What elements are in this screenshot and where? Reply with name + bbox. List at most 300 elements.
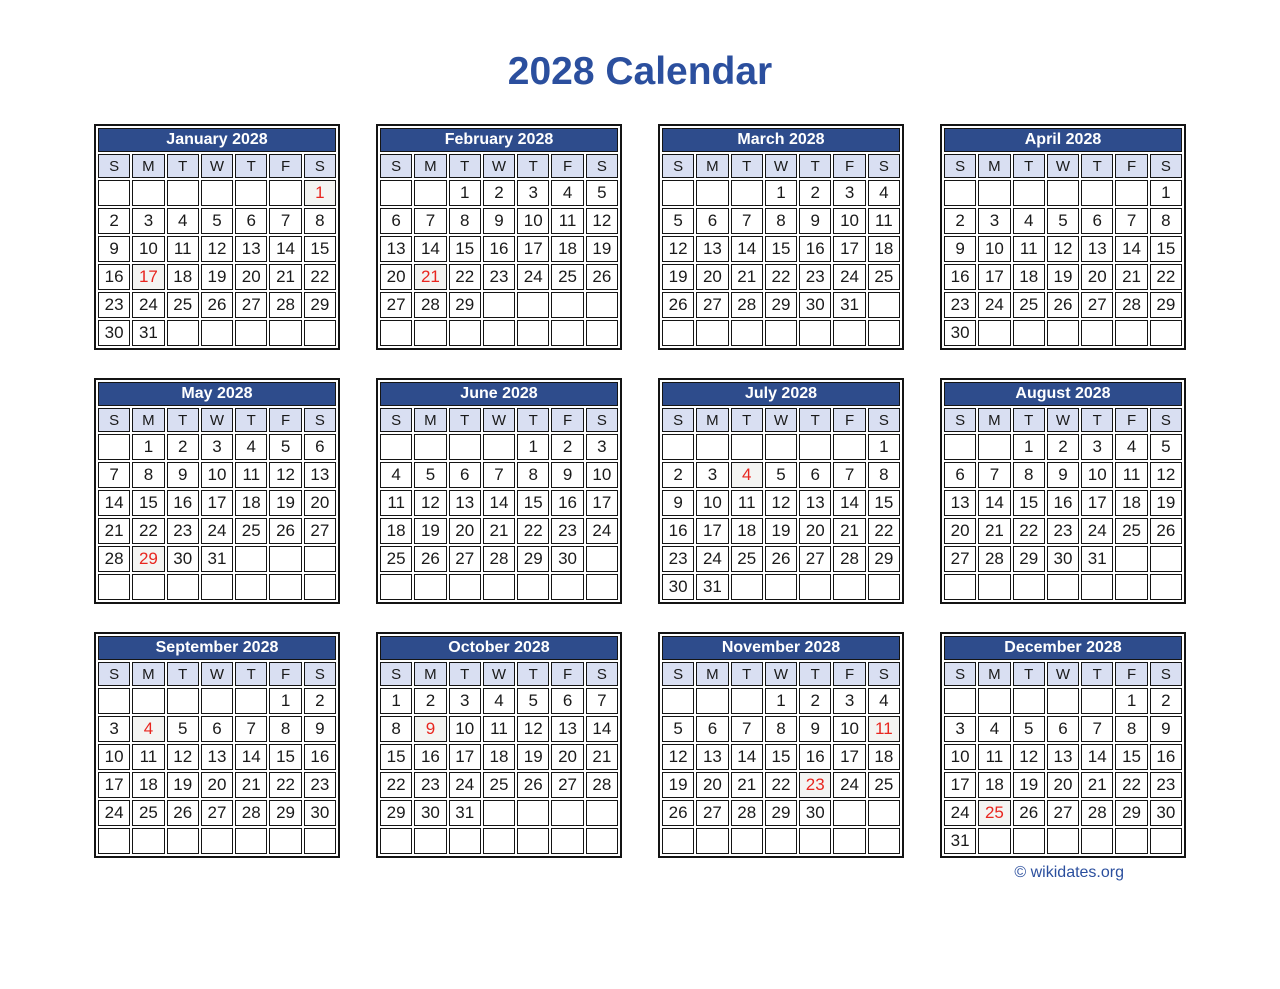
day-header-cell: M: [132, 408, 164, 432]
day-header-cell: S: [944, 408, 976, 432]
date-cell: 25: [380, 546, 412, 572]
date-cell: 10: [586, 462, 618, 488]
empty-cell: [978, 688, 1010, 714]
empty-cell: [1150, 574, 1182, 600]
date-cell: 2: [98, 208, 130, 234]
date-cell: 6: [1081, 208, 1113, 234]
empty-cell: [586, 828, 618, 854]
date-cell: 12: [765, 490, 797, 516]
empty-cell: [98, 434, 130, 460]
week-row: [98, 800, 336, 826]
date-cell: 14: [98, 490, 130, 516]
date-cell: 29: [1150, 292, 1182, 318]
day-header-cell: W: [483, 408, 515, 432]
empty-cell: [662, 320, 694, 346]
week-row: [662, 772, 900, 798]
date-cell: 11: [978, 744, 1010, 770]
day-header-cell: M: [696, 154, 728, 178]
empty-cell: [1013, 320, 1045, 346]
date-cell: 28: [235, 800, 267, 826]
date-cell: 18: [978, 772, 1010, 798]
date-cell: 14: [1115, 236, 1147, 262]
date-cell: 3: [517, 180, 549, 206]
empty-cell: [1013, 688, 1045, 714]
day-header-cell: M: [696, 408, 728, 432]
week-row: [944, 518, 1182, 544]
date-cell: 21: [1081, 772, 1113, 798]
empty-cell: [978, 574, 1010, 600]
day-header-cell: T: [449, 154, 481, 178]
date-cell: 6: [799, 462, 831, 488]
day-header-cell: S: [1150, 408, 1182, 432]
empty-cell: [799, 320, 831, 346]
week-row: [662, 292, 900, 318]
empty-cell: [483, 320, 515, 346]
date-cell: 1: [269, 688, 301, 714]
month-table: [376, 632, 622, 858]
empty-cell: [167, 320, 199, 346]
date-cell: 13: [944, 490, 976, 516]
month-title: February 2028: [380, 128, 618, 152]
month-august-2028: [940, 378, 1186, 604]
day-header-cell: F: [833, 662, 865, 686]
date-cell: 25: [132, 800, 164, 826]
date-cell: 11: [551, 208, 583, 234]
week-row: [98, 518, 336, 544]
date-cell: 9: [483, 208, 515, 234]
date-cell: 22: [765, 264, 797, 290]
date-cell: 7: [414, 208, 446, 234]
date-cell: 6: [1047, 716, 1079, 742]
week-row: [662, 490, 900, 516]
date-cell: 8: [269, 716, 301, 742]
date-cell: 27: [551, 772, 583, 798]
date-cell: 22: [1150, 264, 1182, 290]
day-header-cell: F: [833, 408, 865, 432]
empty-cell: [799, 434, 831, 460]
date-cell: 30: [1047, 546, 1079, 572]
date-cell: 7: [731, 716, 763, 742]
empty-cell: [167, 180, 199, 206]
date-cell: 30: [662, 574, 694, 600]
date-cell: 11: [731, 490, 763, 516]
date-cell: 12: [269, 462, 301, 488]
date-cell: 26: [586, 264, 618, 290]
empty-cell: [132, 180, 164, 206]
date-cell: 4: [235, 434, 267, 460]
day-header-cell: F: [1115, 662, 1147, 686]
date-cell: 16: [414, 744, 446, 770]
date-cell: 30: [304, 800, 336, 826]
day-header-cell: T: [449, 662, 481, 686]
week-row: [944, 744, 1182, 770]
date-cell: 14: [731, 236, 763, 262]
date-cell: 8: [765, 208, 797, 234]
date-cell: 28: [1115, 292, 1147, 318]
empty-cell: [201, 688, 233, 714]
week-row: [944, 546, 1182, 572]
date-cell: 3: [696, 462, 728, 488]
day-header-cell: S: [662, 662, 694, 686]
empty-cell: [483, 292, 515, 318]
week-row: [944, 716, 1182, 742]
empty-cell: [731, 574, 763, 600]
date-cell: 22: [449, 264, 481, 290]
date-cell: 2: [167, 434, 199, 460]
week-row: [98, 546, 336, 572]
date-cell: 26: [167, 800, 199, 826]
date-cell: 29: [449, 292, 481, 318]
date-cell: 8: [868, 462, 900, 488]
day-header-cell: S: [304, 662, 336, 686]
empty-cell: [517, 320, 549, 346]
empty-cell: [1013, 180, 1045, 206]
day-header-cell: F: [269, 408, 301, 432]
date-cell: 13: [799, 490, 831, 516]
date-cell: 10: [833, 716, 865, 742]
date-cell: 13: [1081, 236, 1113, 262]
date-cell: 4: [380, 462, 412, 488]
day-header-cell: T: [1013, 408, 1045, 432]
date-cell: 6: [449, 462, 481, 488]
empty-cell: [235, 320, 267, 346]
date-cell: 28: [978, 546, 1010, 572]
empty-cell: [1013, 828, 1045, 854]
empty-cell: [98, 180, 130, 206]
date-cell: 3: [586, 434, 618, 460]
date-cell: 15: [380, 744, 412, 770]
date-cell: 15: [132, 490, 164, 516]
date-cell: 30: [799, 800, 831, 826]
date-cell: 27: [696, 292, 728, 318]
empty-cell: [978, 828, 1010, 854]
empty-cell: [696, 828, 728, 854]
month-table: [94, 124, 340, 350]
empty-cell: [944, 574, 976, 600]
empty-cell: [304, 574, 336, 600]
date-cell: 28: [833, 546, 865, 572]
day-header-cell: M: [132, 154, 164, 178]
day-header-cell: W: [201, 408, 233, 432]
date-cell: 10: [978, 236, 1010, 262]
day-header-cell: T: [1013, 154, 1045, 178]
week-row: [98, 574, 336, 600]
date-cell: 30: [167, 546, 199, 572]
week-row: [944, 800, 1182, 826]
date-cell: 21: [731, 264, 763, 290]
date-cell: 9: [799, 716, 831, 742]
week-row: [662, 688, 900, 714]
day-header-cell: M: [978, 662, 1010, 686]
day-header-cell: S: [662, 408, 694, 432]
day-header-cell: S: [662, 154, 694, 178]
date-cell: 20: [1081, 264, 1113, 290]
week-row: [662, 716, 900, 742]
date-cell: 2: [1150, 688, 1182, 714]
empty-cell: [1013, 574, 1045, 600]
copyright-text: © wikidates.org: [1014, 864, 1124, 881]
day-header-cell: T: [167, 408, 199, 432]
date-cell: 4: [868, 688, 900, 714]
day-header-cell: T: [731, 408, 763, 432]
day-header-cell: W: [201, 662, 233, 686]
day-header-cell: S: [380, 408, 412, 432]
date-cell: 13: [235, 236, 267, 262]
date-cell: 17: [98, 772, 130, 798]
empty-cell: [1115, 828, 1147, 854]
date-cell: 16: [304, 744, 336, 770]
date-cell: 31: [132, 320, 164, 346]
month-september-2028: [94, 632, 340, 858]
week-row: [380, 462, 618, 488]
week-row: [98, 688, 336, 714]
empty-cell: [235, 828, 267, 854]
day-header-cell: S: [1150, 662, 1182, 686]
empty-cell: [98, 574, 130, 600]
empty-cell: [449, 434, 481, 460]
empty-cell: [662, 828, 694, 854]
empty-cell: [449, 320, 481, 346]
date-cell: 29: [765, 800, 797, 826]
date-cell: 6: [696, 716, 728, 742]
day-header-cell: T: [799, 662, 831, 686]
date-cell: 10: [98, 744, 130, 770]
date-cell: 22: [304, 264, 336, 290]
date-cell: 21: [731, 772, 763, 798]
month-december-2028: [940, 632, 1186, 858]
date-cell: 29: [765, 292, 797, 318]
date-cell: 22: [380, 772, 412, 798]
date-cell: 5: [662, 208, 694, 234]
date-cell: 19: [662, 772, 694, 798]
day-header-cell: S: [380, 662, 412, 686]
empty-cell: [380, 574, 412, 600]
date-cell: 27: [235, 292, 267, 318]
empty-cell: [868, 800, 900, 826]
empty-cell: [1081, 688, 1113, 714]
month-table: [940, 124, 1186, 350]
date-cell: 12: [1150, 462, 1182, 488]
date-cell: 31: [696, 574, 728, 600]
date-cell: 21: [98, 518, 130, 544]
empty-cell: [551, 292, 583, 318]
date-cell: 29: [269, 800, 301, 826]
date-cell: 9: [167, 462, 199, 488]
date-cell: 14: [414, 236, 446, 262]
empty-cell: [132, 828, 164, 854]
date-cell: 4: [167, 208, 199, 234]
date-cell: 6: [551, 688, 583, 714]
date-cell: 22: [868, 518, 900, 544]
date-cell: 30: [414, 800, 446, 826]
calendar-grid: [94, 124, 1186, 858]
date-cell: 19: [167, 772, 199, 798]
date-cell: 24: [696, 546, 728, 572]
date-cell: 12: [167, 744, 199, 770]
day-header-cell: F: [1115, 408, 1147, 432]
week-row: [380, 236, 618, 262]
empty-cell: [269, 180, 301, 206]
date-cell: 11: [1013, 236, 1045, 262]
date-cell: 27: [799, 546, 831, 572]
day-header-cell: S: [98, 662, 130, 686]
date-cell: 18: [1115, 490, 1147, 516]
empty-cell: [799, 828, 831, 854]
date-cell: 3: [132, 208, 164, 234]
day-header-cell: M: [696, 662, 728, 686]
empty-cell: [978, 180, 1010, 206]
date-cell: 8: [132, 462, 164, 488]
date-cell: 22: [517, 518, 549, 544]
empty-cell: [1081, 320, 1113, 346]
date-cell: 9: [304, 716, 336, 742]
date-cell: 6: [235, 208, 267, 234]
date-cell: 8: [1013, 462, 1045, 488]
week-row: [662, 546, 900, 572]
date-cell: 23: [662, 546, 694, 572]
date-cell: 16: [799, 744, 831, 770]
month-title: December 2028: [944, 636, 1182, 660]
date-cell: 2: [944, 208, 976, 234]
date-cell: 17: [517, 236, 549, 262]
date-cell: 26: [1047, 292, 1079, 318]
date-cell: 16: [98, 264, 130, 290]
date-cell: 25: [1115, 518, 1147, 544]
empty-cell: [978, 434, 1010, 460]
week-row: [380, 490, 618, 516]
holiday-date-cell: 17: [132, 264, 164, 290]
day-header-cell: M: [132, 662, 164, 686]
week-row: [944, 236, 1182, 262]
day-header-cell: M: [414, 408, 446, 432]
month-june-2028: [376, 378, 622, 604]
date-cell: 21: [483, 518, 515, 544]
day-header-cell: T: [799, 154, 831, 178]
empty-cell: [696, 434, 728, 460]
empty-cell: [1115, 574, 1147, 600]
empty-cell: [731, 828, 763, 854]
empty-cell: [98, 828, 130, 854]
date-cell: 17: [978, 264, 1010, 290]
empty-cell: [1115, 180, 1147, 206]
date-cell: 16: [167, 490, 199, 516]
date-cell: 5: [662, 716, 694, 742]
date-cell: 14: [1081, 744, 1113, 770]
date-cell: 29: [1115, 800, 1147, 826]
date-cell: 24: [1081, 518, 1113, 544]
date-cell: 27: [304, 518, 336, 544]
date-cell: 7: [586, 688, 618, 714]
day-header-cell: T: [167, 662, 199, 686]
date-cell: 25: [167, 292, 199, 318]
month-march-2028: [658, 124, 904, 350]
date-cell: 25: [1013, 292, 1045, 318]
date-cell: 12: [414, 490, 446, 516]
empty-cell: [304, 828, 336, 854]
week-row: [380, 800, 618, 826]
date-cell: 18: [483, 744, 515, 770]
date-cell: 30: [799, 292, 831, 318]
date-cell: 5: [1013, 716, 1045, 742]
date-cell: 13: [551, 716, 583, 742]
date-cell: 14: [269, 236, 301, 262]
day-header-cell: S: [586, 154, 618, 178]
date-cell: 26: [662, 800, 694, 826]
date-cell: 22: [269, 772, 301, 798]
day-header-cell: S: [98, 408, 130, 432]
empty-cell: [380, 828, 412, 854]
week-row: [380, 744, 618, 770]
date-cell: 23: [944, 292, 976, 318]
month-title: June 2028: [380, 382, 618, 406]
date-cell: 2: [1047, 434, 1079, 460]
date-cell: 3: [98, 716, 130, 742]
date-cell: 10: [944, 744, 976, 770]
week-row: [944, 208, 1182, 234]
date-cell: 7: [1081, 716, 1113, 742]
empty-cell: [483, 800, 515, 826]
date-cell: 7: [833, 462, 865, 488]
date-cell: 30: [551, 546, 583, 572]
date-cell: 7: [98, 462, 130, 488]
date-cell: 13: [696, 236, 728, 262]
date-cell: 25: [868, 264, 900, 290]
day-header-cell: T: [167, 154, 199, 178]
date-cell: 6: [944, 462, 976, 488]
date-cell: 14: [833, 490, 865, 516]
date-cell: 15: [304, 236, 336, 262]
date-cell: 8: [517, 462, 549, 488]
empty-cell: [167, 688, 199, 714]
date-cell: 19: [269, 490, 301, 516]
date-cell: 18: [551, 236, 583, 262]
empty-cell: [132, 688, 164, 714]
date-cell: 20: [380, 264, 412, 290]
day-header-cell: T: [517, 154, 549, 178]
date-cell: 17: [833, 744, 865, 770]
empty-cell: [833, 574, 865, 600]
date-cell: 7: [235, 716, 267, 742]
empty-cell: [414, 180, 446, 206]
date-cell: 20: [944, 518, 976, 544]
month-february-2028: [376, 124, 622, 350]
week-row: [662, 828, 900, 854]
date-cell: 19: [765, 518, 797, 544]
empty-cell: [235, 180, 267, 206]
week-row: [944, 320, 1182, 346]
day-header-cell: T: [731, 662, 763, 686]
date-cell: 13: [304, 462, 336, 488]
week-row: [380, 292, 618, 318]
date-cell: 13: [1047, 744, 1079, 770]
date-cell: 1: [380, 688, 412, 714]
day-header-cell: T: [1081, 662, 1113, 686]
date-cell: 21: [235, 772, 267, 798]
day-header-cell: T: [1081, 408, 1113, 432]
week-row: [380, 546, 618, 572]
empty-cell: [304, 546, 336, 572]
date-cell: 17: [833, 236, 865, 262]
date-cell: 5: [201, 208, 233, 234]
date-cell: 3: [944, 716, 976, 742]
date-cell: 22: [1115, 772, 1147, 798]
day-header-cell: W: [765, 408, 797, 432]
date-cell: 10: [517, 208, 549, 234]
empty-cell: [517, 800, 549, 826]
month-title: September 2028: [98, 636, 336, 660]
date-cell: 15: [1150, 236, 1182, 262]
month-july-2028: [658, 378, 904, 604]
